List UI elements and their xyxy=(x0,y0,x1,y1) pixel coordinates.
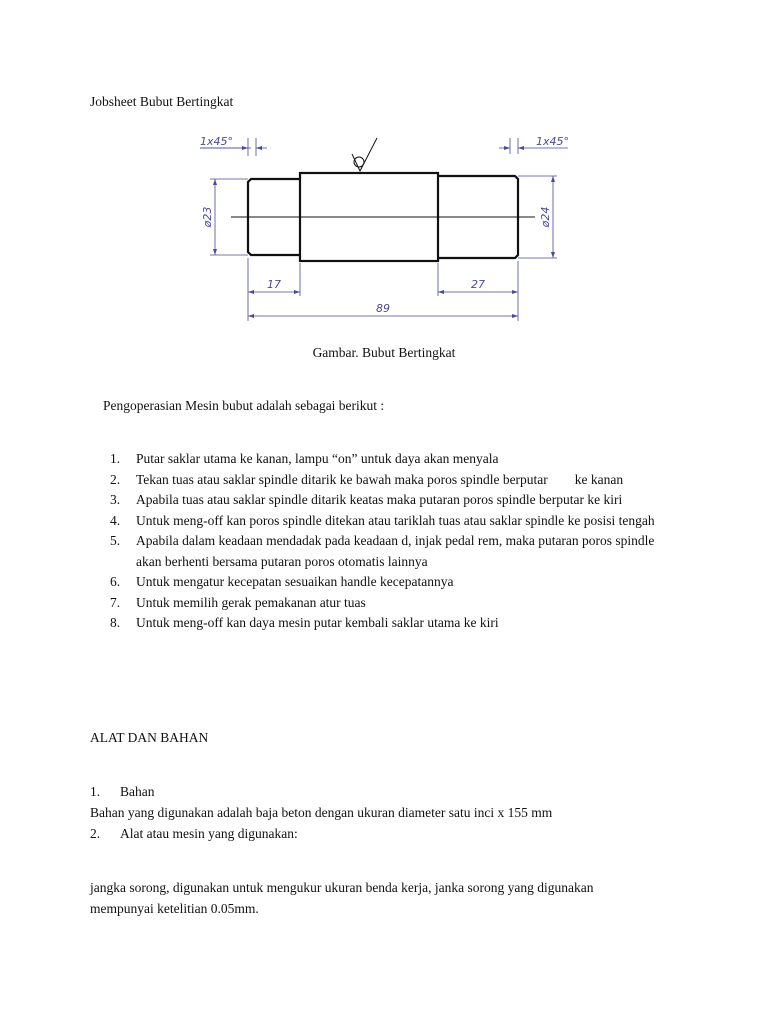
surface-finish-symbol xyxy=(352,138,377,171)
shaft-drawing xyxy=(195,126,575,326)
diameter-right-label: ø24 xyxy=(539,206,552,228)
list-item: 2. Tekan tuas atau saklar spindle ditarik ke bawah maka poros spindle berputar ke kanan xyxy=(110,471,624,487)
bahan-label: Bahan xyxy=(120,784,155,799)
paragraph-line: mempunyai ketelitian 0.05mm. xyxy=(90,901,259,916)
length-total-label: 89 xyxy=(376,302,390,315)
list-item: 1. Putar saklar utama ke kanan, lampu “on” untuk daya akan menyala xyxy=(110,451,499,466)
steps-list xyxy=(110,449,680,634)
list-item: 8. Untuk meng-off kan daya mesin putar kembali saklar utama ke kiri xyxy=(110,615,499,630)
list-item: 7. Untuk memilih gerak pemakanan atur tuas xyxy=(110,594,366,610)
bahan-number: 1. xyxy=(90,784,101,799)
list-item: 4. Untuk meng-off kan poros spindle ditekan atau tariklah tuas atau saklar spindle ke posisi tengah xyxy=(110,512,655,528)
alat-number: 2. xyxy=(90,826,101,841)
alat-label: Alat atau mesin yang digunakan: xyxy=(120,826,298,841)
list-item: 5. Apabila dalam keadaan mendadak pada keadaan d, injak pedal rem, maka putaran poros spindle akan berhenti bersama putaran poros otomatis lainnya xyxy=(110,533,655,569)
intro-text: Pengoperasian Mesin bubut adalah sebagai berikut : xyxy=(103,398,385,413)
paragraph-line: jangka sorong, digunakan untuk mengukur ukuran benda kerja, janka sorong yang digunakan xyxy=(90,880,594,895)
list-item: 6. Untuk mengatur kecepatan sesuaikan handle kecepatannya xyxy=(110,574,454,589)
figure-caption: Gambar. Bubut Bertingkat xyxy=(312,345,456,360)
bahan-text: Bahan yang digunakan adalah baja beton dengan ukuran diameter satu inci x 155 mm xyxy=(90,805,553,820)
document-title: Jobsheet Bubut Bertingkat xyxy=(90,94,234,109)
length-left-label: 17 xyxy=(267,278,281,291)
length-right-label: 27 xyxy=(471,278,485,291)
chamfer-right-label: 1x45° xyxy=(536,135,570,148)
section-heading: ALAT DAN BAHAN xyxy=(90,730,209,745)
chamfer-left-label: 1x45° xyxy=(200,135,234,148)
list-item: 3. Apabila tuas atau saklar spindle ditarik keatas maka putaran poros spindle berputar ke kiri xyxy=(110,492,623,507)
diameter-left-label: ø23 xyxy=(201,206,214,228)
